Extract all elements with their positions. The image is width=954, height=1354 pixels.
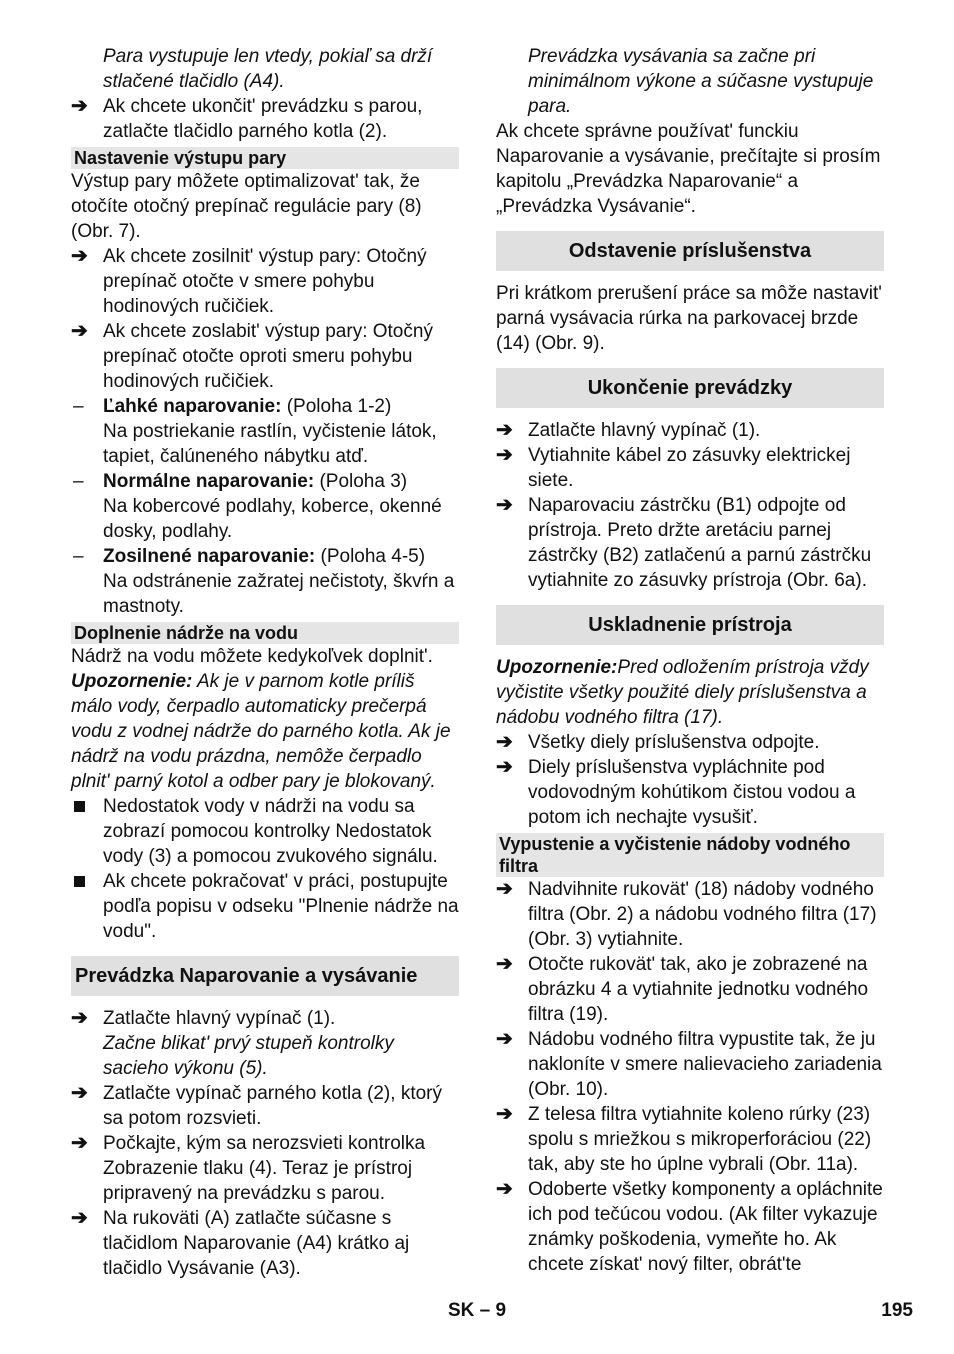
section-heading-shutdown: Ukončenie prevádzky <box>496 368 884 408</box>
paragraph: Nádrž na vodu môžete kedykoľvek doplnit'. <box>71 646 433 667</box>
arrow-right-icon: ➔ <box>71 320 88 342</box>
list-item: ➔ Na rukoväti (A) zatlačte súčasne s tlačidlom Naparovanie (A4) krátko aj tlačidlo Vysávanie (A3). <box>71 1207 410 1279</box>
arrow-right-icon: ➔ <box>496 731 513 753</box>
list-item: ➔ Nádobu vodného filtra vypustite tak, že ju nakloníte v smere nalievacieho zariadenia (Obr. 10). <box>496 1028 882 1100</box>
list-item: ➔ Z telesa filtra vytiahnite koleno rúrky (23) spolu s mriežkou s mikroperforáciou (22) tak, aby ste ho úplne vybrali (Obr. 11a). <box>496 1103 872 1175</box>
paragraph: Ak chcete správne používat' funckiu Naparovanie a vysávanie, prečítajte si prosím kapitolu „Prevádzka Naparovanie“ a „Prevádzka Vysávanie“. <box>496 121 881 217</box>
dash-bullet-icon: – <box>73 471 84 492</box>
square-bullet-icon <box>74 876 85 887</box>
arrow-right-icon: ➔ <box>496 953 513 975</box>
section-heading-storage: Uskladnenie prístroja <box>496 605 884 645</box>
footer-section-label: SK – 9 <box>447 1300 507 1321</box>
arrow-right-icon: ➔ <box>496 1028 513 1050</box>
list-item: ➔ Ak chcete zoslabit' výstup pary: Otočný prepínač otočte oproti smeru pohybu hodinových ručičiek. <box>71 320 433 392</box>
left-column <box>71 44 459 1281</box>
list-item: ➔ Všetky diely príslušenstva odpojte. <box>496 731 820 753</box>
list-item: ➔ Naparovaciu zástrčku (B1) odpojte od prístroja. Preto držte aretáciu parnej zástrčky (B2) zatlačenú a parnú zástrčku vytiahnite zo zásuvky prístroja (Obr. 6a). <box>496 494 872 591</box>
arrow-right-icon: ➔ <box>71 1132 88 1154</box>
paragraph: Pri krátkom prerušení práce sa môže nastavit' parná vysávacia rúrka na parkovacej brzde (14) (Obr. 9). <box>496 283 882 354</box>
arrow-right-icon: ➔ <box>496 419 513 441</box>
list-item: Nedostatok vody v nádrži na vodu sa zobrazí pomocou kontrolky Nedostatok vody (3) a pomocou zvukového signálu. <box>71 794 459 869</box>
list-item: ➔ Nadvihnite rukovät' (18) nádoby vodného filtra (Obr. 2) a nádobu vodného filtra (17) (Obr. 3) vytiahnite. <box>496 878 877 950</box>
arrow-right-icon: ➔ <box>71 1207 88 1229</box>
list-item: ➔ Odoberte všetky komponenty a opláchnite ich pod tečúcou vodou. (Ak filter vykazuje známky poškodenia, vymeňte ho. Ak chcete získat' nový filter, obrát'te <box>496 1178 883 1275</box>
arrow-right-icon: ➔ <box>496 756 513 778</box>
arrow-right-icon: ➔ <box>496 878 513 900</box>
list-item: ➔ Ak chcete ukončit' prevádzku s parou, zatlačte tlačidlo parného kotla (2). <box>71 95 423 142</box>
arrow-right-icon: ➔ <box>496 1178 513 1200</box>
warning-note: Upozornenie:Pred odložením prístroja vždy vyčistite všetky použité diely príslušenstva a nádobu vodného filtra (17). <box>496 657 869 728</box>
paragraph: Výstup pary môžete optimalizovat' tak, že otočíte otočný prepínač regulácie pary (8) (Obr. 7). <box>71 171 422 242</box>
list-item: ➔ Počkajte, kým sa nerozsvieti kontrolka Zobrazenie tlaku (4). Teraz je prístroj pripravený na prevádzku s parou. <box>71 1132 426 1204</box>
dash-bullet-icon: – <box>73 546 84 567</box>
list-item: ➔ Zatlačte hlavný vypínač (1). Začne blikat' prvý stupeň kontrolky sacieho výkonu (5). <box>71 1007 394 1079</box>
list-item: – Normálne naparovanie: (Poloha 3) Na kobercové podlahy, koberce, okenné dosky, podlahy. <box>73 471 442 542</box>
list-item: ➔ Zatlačte hlavný vypínač (1). <box>496 419 761 441</box>
section-heading-accessory-parking: Odstavenie príslušenstva <box>496 231 884 271</box>
subheading-refill-tank: Doplnenie nádrže na vodu <box>71 622 459 644</box>
list-item: ➔ Otočte rukovät' tak, ako je zobrazené na obrázku 4 a vytiahnite jednotku vodného filtra (19). <box>496 953 869 1025</box>
subheading-steam-output: Nastavenie výstupu pary <box>71 147 459 169</box>
vacuum-note: Prevádzka vysávania sa začne pri minimálnom výkone a súčasne vystupuje para. <box>528 46 874 117</box>
list-item: ➔ Diely príslušenstva vypláchnite pod vodovodným kohútikom čistou vodou a potom ich nechajte vysušiť. <box>496 756 856 828</box>
square-bullet-icon <box>74 801 85 812</box>
right-column <box>496 44 884 1277</box>
subheading-water-filter: Vypustenie a vyčistenie nádoby vodného filtra <box>496 833 884 877</box>
arrow-right-icon: ➔ <box>496 444 513 466</box>
list-item: Ak chcete pokračovat' v práci, postupujte podľa popisu v odseku "Plnenie nádrže na vodu". <box>71 869 459 944</box>
list-item: – Zosilnené naparovanie: (Poloha 4-5) Na odstránenie zažratej nečistoty, škvŕn a mastnoty. <box>73 546 455 617</box>
arrow-right-icon: ➔ <box>71 1082 88 1104</box>
arrow-right-icon: ➔ <box>496 1103 513 1125</box>
dash-bullet-icon: – <box>73 396 84 417</box>
list-item: – Ľahké naparovanie: (Poloha 1-2) Na postriekanie rastlín, vyčistenie látok, tapiet, čalúneného nábytku atď. <box>73 396 437 467</box>
arrow-right-icon: ➔ <box>71 1007 88 1029</box>
arrow-right-icon: ➔ <box>496 494 513 516</box>
list-item: ➔ Vytiahnite kábel zo zásuvky elektrickej siete. <box>496 444 851 491</box>
list-item: ➔ Zatlačte vypínač parného kotla (2), ktorý sa potom rozsvieti. <box>71 1082 442 1129</box>
list-item: ➔ Ak chcete zosilnit' výstup pary: Otočný prepínač otočte v smere pohybu hodinových ručičiek. <box>71 245 427 317</box>
arrow-right-icon: ➔ <box>71 245 88 267</box>
warning-note: Upozornenie: Ak je v parnom kotle príliš málo vody, čerpadlo automaticky prečerpá vodu z vodnej nádrže do parného kotla. Ak je nádrž na vodu prázdna, nemôže čerpadlo plnit' parný kotol a odber pary je blokovaný. <box>71 671 451 792</box>
arrow-right-icon: ➔ <box>71 95 88 117</box>
steam-note: Para vystupuje len vtedy, pokiaľ sa drží stlačené tlačidlo (A4). <box>103 46 433 92</box>
page-number: 195 <box>881 1300 913 1321</box>
section-heading-steam-vacuum: Prevádzka Naparovanie a vysávanie <box>71 956 459 996</box>
